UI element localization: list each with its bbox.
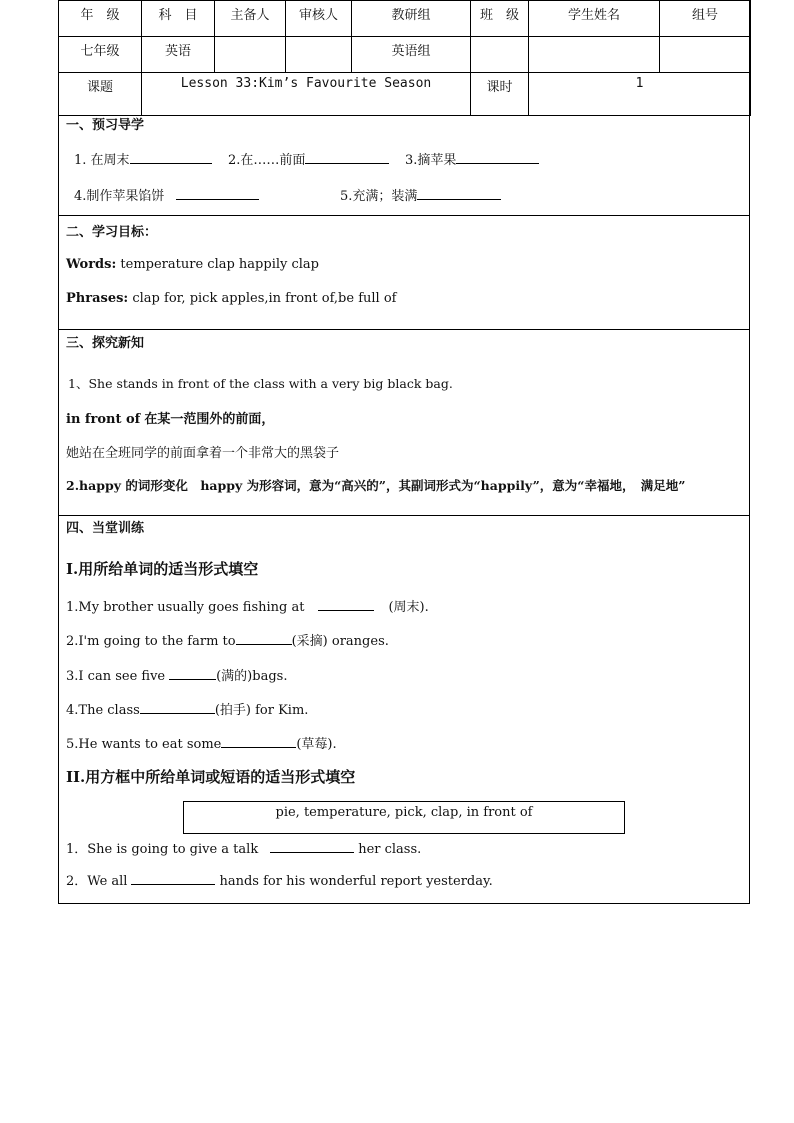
exercise-question-3 bbox=[66, 665, 287, 684]
explore-translation: 她站在全班同学的前面拿着一个非常大的黑袋子 bbox=[66, 446, 340, 461]
period-label: 课时 bbox=[471, 73, 529, 116]
section1-title: 一、预习导学 bbox=[66, 118, 145, 133]
preview-item-3 bbox=[405, 149, 539, 168]
phrases-line bbox=[66, 291, 396, 306]
preview-blank-2[interactable] bbox=[305, 151, 389, 164]
exercise-part1-title: I.用所给单词的适当形式填空 bbox=[66, 560, 259, 578]
section4-title: 四、当堂训练 bbox=[66, 521, 145, 536]
header-cell-student[interactable] bbox=[529, 37, 660, 73]
divider bbox=[59, 329, 749, 330]
period-value: 1 bbox=[529, 73, 751, 116]
words-line bbox=[66, 257, 319, 272]
words-list: temperature clap happily clap bbox=[120, 257, 319, 272]
preview-item-3-text: 3.摘苹果 bbox=[405, 153, 457, 168]
q2-hint: (采摘) oranges. bbox=[291, 634, 389, 649]
p2-blank[interactable] bbox=[131, 872, 215, 885]
exercise-question-1 bbox=[66, 596, 429, 615]
words-label: Words: bbox=[66, 257, 117, 272]
q3-hint: (满的)bags. bbox=[216, 669, 288, 684]
q5-blank[interactable] bbox=[221, 735, 296, 748]
p1-text: 1．She is going to give a talk bbox=[66, 842, 259, 857]
q3-blank[interactable] bbox=[169, 667, 216, 680]
q2-text: 2.I'm going to the farm to bbox=[66, 634, 236, 649]
divider bbox=[59, 215, 749, 216]
header-cell-grade-label: 年 级 bbox=[59, 1, 142, 37]
section3-title: 三、探究新知 bbox=[66, 336, 145, 351]
header-cell-team[interactable] bbox=[660, 37, 751, 73]
preview-blank-4[interactable] bbox=[176, 187, 259, 200]
header-cell-group-label: 教研组 bbox=[352, 1, 471, 37]
exercise-part2-title: II.用方框中所给单词或短语的适当形式填空 bbox=[66, 768, 356, 786]
topic-label: 课题 bbox=[59, 73, 142, 116]
p1-blank[interactable] bbox=[270, 840, 354, 853]
explore-sentence: 1、She stands in front of the class with a very big black bag. bbox=[68, 376, 453, 391]
section2-title: 二、学习目标： bbox=[66, 225, 158, 240]
header-cell-preparer[interactable] bbox=[215, 37, 286, 73]
preview-item-2-text: 2.在……前面 bbox=[228, 153, 306, 168]
q1-hint: (周末). bbox=[388, 600, 429, 615]
exercise-phrase-question-2 bbox=[66, 870, 493, 889]
p2-text: 2．We all bbox=[66, 874, 128, 889]
header-cell-subject-label: 科 目 bbox=[142, 1, 215, 37]
preview-item-5-text: 5.充满；装满 bbox=[340, 189, 418, 204]
preview-item-5 bbox=[340, 185, 501, 204]
header-cell-group: 英语组 bbox=[352, 37, 471, 73]
q4-text: 4.The class bbox=[66, 703, 140, 718]
q4-blank[interactable] bbox=[140, 701, 215, 714]
preview-blank-5[interactable] bbox=[417, 187, 501, 200]
exercise-question-4 bbox=[66, 699, 308, 718]
header-cell-reviewer-label: 审核人 bbox=[286, 1, 352, 37]
explore-wordform: 2.happy 的词形变化 happy 为形容词，意为“高兴的”，其副词形式为“happily”，意为“幸福地， 满足地” bbox=[66, 478, 686, 493]
word-box: pie, temperature, pick, clap, in front of bbox=[183, 801, 625, 834]
phrases-list: clap for, pick apples,in front of,be full of bbox=[132, 291, 397, 306]
header-cell-grade: 七年级 bbox=[59, 37, 142, 73]
exercise-question-2 bbox=[66, 630, 389, 649]
explore-phrase bbox=[66, 408, 274, 427]
preview-item-2 bbox=[228, 149, 389, 168]
topic-value: Lesson 33:Kim’s Favourite Season bbox=[142, 73, 471, 116]
preview-item-1 bbox=[74, 149, 212, 168]
q1-blank[interactable] bbox=[318, 598, 374, 611]
preview-item-1-text: 1. 在周末 bbox=[74, 153, 130, 168]
header-table bbox=[58, 0, 751, 116]
divider bbox=[59, 515, 749, 516]
q5-hint: (草莓). bbox=[296, 737, 337, 752]
header-cell-preparer-label: 主备人 bbox=[215, 1, 286, 37]
exercise-question-5 bbox=[66, 733, 337, 752]
phrases-label: Phrases: bbox=[66, 291, 129, 306]
q2-blank[interactable] bbox=[236, 632, 292, 645]
preview-item-4-text: 4.制作苹果馅饼 bbox=[74, 189, 165, 204]
preview-blank-3[interactable] bbox=[456, 151, 539, 164]
explore-phrase-en: in front of bbox=[66, 412, 141, 427]
header-cell-subject: 英语 bbox=[142, 37, 215, 73]
header-cell-class[interactable] bbox=[471, 37, 529, 73]
explore-phrase-cn: 在某一范围外的前面， bbox=[144, 412, 275, 427]
preview-item-4 bbox=[74, 185, 259, 204]
header-cell-class-label: 班 级 bbox=[471, 1, 529, 37]
header-cell-student-label: 学生姓名 bbox=[529, 1, 660, 37]
q3-text: 3.I can see five bbox=[66, 669, 166, 684]
p2-tail: hands for his wonderful report yesterday. bbox=[219, 874, 493, 889]
q4-hint: (拍手) for Kim. bbox=[214, 703, 309, 718]
p1-tail: her class. bbox=[358, 842, 422, 857]
q1-text: 1.My brother usually goes fishing at bbox=[66, 600, 305, 615]
q5-text: 5.He wants to eat some bbox=[66, 737, 222, 752]
preview-blank-1[interactable] bbox=[130, 151, 212, 164]
exercise-phrase-question-1 bbox=[66, 838, 421, 857]
header-cell-reviewer[interactable] bbox=[286, 37, 352, 73]
header-cell-team-label: 组号 bbox=[660, 1, 751, 37]
